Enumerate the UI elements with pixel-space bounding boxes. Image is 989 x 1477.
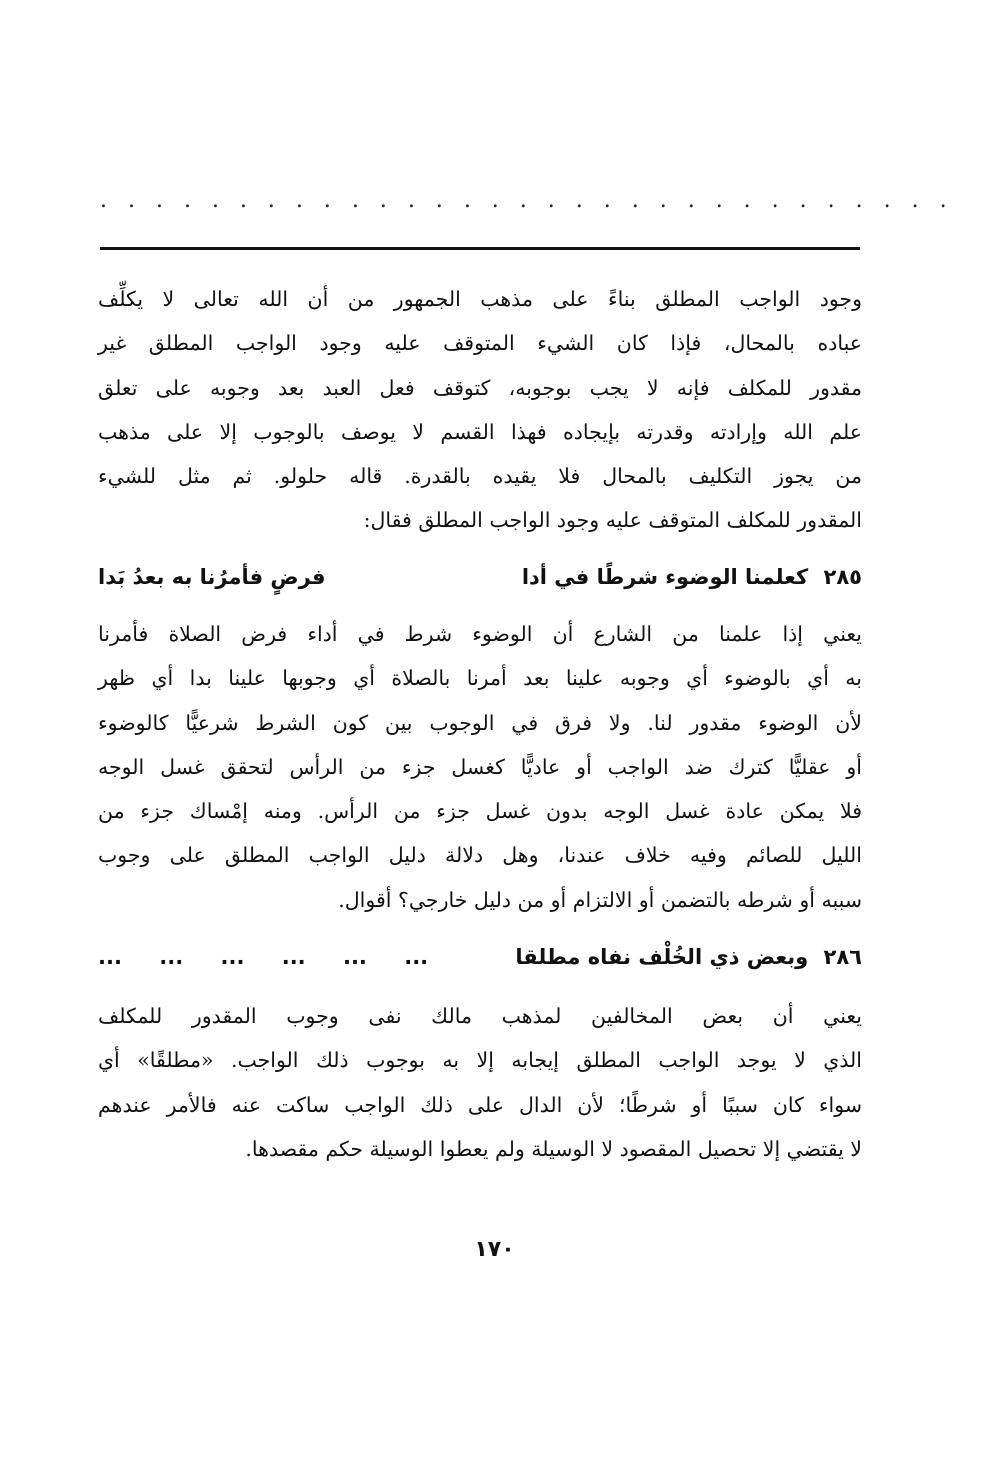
paragraph-commentary-285 [98, 612, 862, 922]
text-line: المقدور للمكلف المتوقف عليه وجود الواجب المطلق فقال: [363, 508, 862, 533]
text-line: الذي لا يوجد الواجب المطلق إيجابه إلا به بوجوب ذلك الواجب. «مطلقًا» أي [98, 1048, 862, 1073]
verse-first-hemistich: كعلمنا الوضوء شرطًا في أدا [521, 565, 809, 589]
text-line: الليل للصائم وفيه خلاف عندنا، وهل دلالة دليل الواجب المطلق على وجوب [98, 843, 862, 868]
text-line: علم الله وإرادته وقدرته بإيجاده فهذا القسم لا يوصف بالوجوب إلا على مذهب [98, 419, 862, 444]
verse-286 [98, 940, 862, 974]
verse-number: ٢٨٦ [823, 945, 862, 969]
text-line: فلا يمكن عادة غسل الوجه بدون غسل جزء من الرأس. ومنه إمْساك جزء من [98, 799, 862, 824]
footnote-separator-dots: . . . . . . . . . . . . . . . . . . . . . . . . . . . . . . . [100, 188, 954, 213]
text-line: وجود الواجب المطلق بناءً على مذهب الجمهور من أن الله تعالى لا يكلِّف [98, 287, 862, 311]
text-line: لا يقتضي إلا تحصيل المقصود لا الوسيلة ولم يعطوا الوسيلة حكم مقصدها. [245, 1136, 862, 1161]
text-line: أو عقليًّا كترك ضد الواجب أو عاديًّا كغسل جزء من الرأس لتحقق غسل الوجه [98, 754, 862, 779]
verse-number: ٢٨٥ [823, 565, 862, 589]
text-line: سببه أو شرطه بالتضمن أو الالتزام أو من دليل خارجي؟ أقوال. [338, 887, 862, 912]
page-number: ١٧٠ [474, 1237, 515, 1262]
text-line: به أي بالوضوء أي وجوبه علينا بعد أمرنا بالصلاة أي وجوبها علينا بدا أي ظهر [98, 666, 862, 691]
text-line: لأن الوضوء مقدور لنا. ولا فرق في الوجوب بين كون الشرط شرعيًّا كالوضوء [98, 710, 862, 735]
text-line: يعني أن بعض المخالفين لمذهب مالك نفى وجوب المقدور للمكلف [98, 1004, 862, 1028]
verse-ellipsis: ... ... ... ... ... ... [98, 945, 429, 969]
text-line: من يجوز التكليف بالمحال فلا يقيده بالقدرة. قاله حلولو. ثم مثل للشيء [98, 464, 862, 489]
paragraph-intro [98, 277, 862, 543]
horizontal-rule [100, 247, 860, 250]
text-line: مقدور للمكلف فإنه لا يجب بوجوبه، كتوقف فعل العبد بعد وجوبه على تعلق [98, 375, 862, 400]
verse-second-hemistich: فرضٍ فأمرُنا به بعدُ بَدا [98, 565, 326, 589]
verse-285 [98, 560, 862, 594]
text-line: عباده بالمحال، فإذا كان الشيء المتوقف عليه وجود الواجب المطلق غير [98, 331, 862, 356]
paragraph-commentary-286 [98, 994, 862, 1171]
text-line: يعني إذا علمنا من الشارع أن الوضوء شرط في أداء فرض الصلاة فأمرنا [98, 622, 862, 646]
verse-first-hemistich: وبعض ذي الخُلْف نفاه مطلقا [515, 945, 809, 969]
text-line: سواء كان سببًا أو شرطًا؛ لأن الدال على ذلك الواجب ساكت عنه فالأمر عندهم [98, 1092, 862, 1117]
